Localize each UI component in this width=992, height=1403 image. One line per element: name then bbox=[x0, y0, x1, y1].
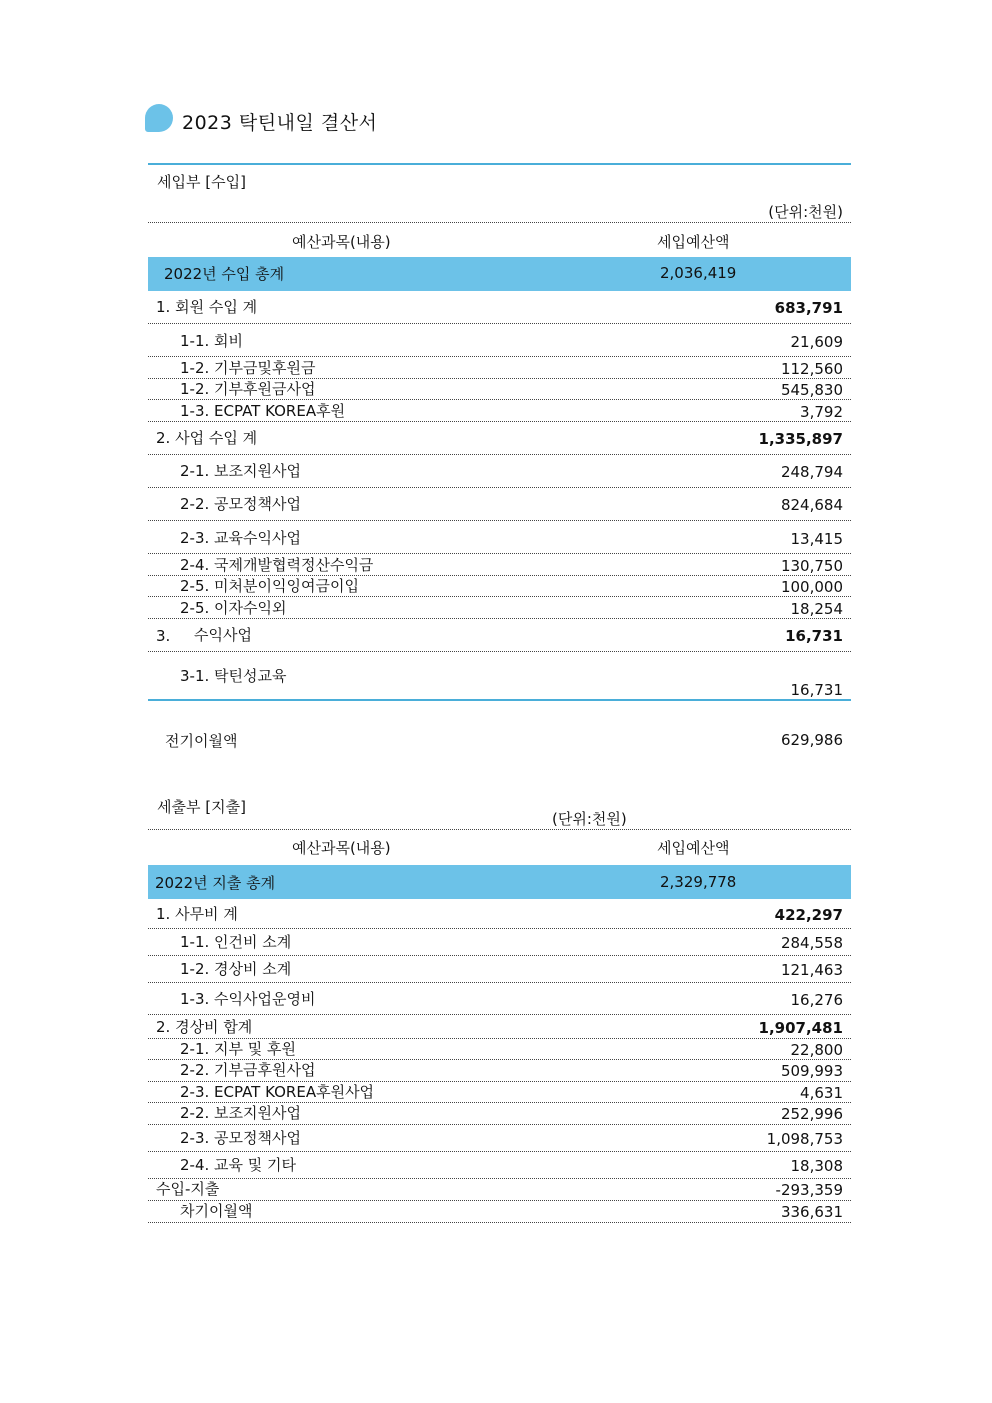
table-row bbox=[148, 1038, 851, 1060]
row-label: 2-2. 보조지원사업 bbox=[180, 1104, 301, 1122]
divider bbox=[148, 1014, 851, 1015]
row-value: 252,996 bbox=[780, 1105, 843, 1123]
row-value: 284,558 bbox=[780, 934, 843, 952]
row-label: 2-3. ECPAT KOREA후원사업 bbox=[180, 1083, 375, 1101]
divider bbox=[148, 421, 851, 422]
income-header-item: 예산과목(내용) bbox=[292, 233, 391, 251]
row-label: 2. 사업 수입 계 bbox=[156, 429, 258, 447]
income-section-title: 세입부 [수입] bbox=[157, 173, 246, 191]
expense-unit: (단위:천원) bbox=[552, 810, 627, 828]
table-row bbox=[148, 493, 851, 515]
table-row bbox=[148, 527, 851, 549]
row-value: 422,297 bbox=[774, 906, 843, 924]
divider bbox=[148, 163, 851, 165]
divider bbox=[148, 487, 851, 488]
carryover-label: 전기이월액 bbox=[165, 732, 238, 750]
table-row bbox=[148, 460, 851, 482]
row-value: 824,684 bbox=[780, 496, 843, 514]
income-header-amount: 세입예산액 bbox=[657, 233, 730, 251]
divider bbox=[148, 955, 851, 956]
table-row bbox=[148, 400, 851, 422]
row-label: 차기이월액 bbox=[180, 1202, 253, 1220]
table-row bbox=[148, 597, 851, 619]
expense-total-label: 2022년 지출 총계 bbox=[155, 874, 276, 892]
expense-header-item: 예산과목(내용) bbox=[292, 839, 391, 857]
row-label: 3. bbox=[156, 627, 171, 645]
table-row bbox=[148, 1059, 851, 1081]
table-row-value bbox=[148, 678, 851, 700]
row-label: 2-2. 기부금후원사업 bbox=[180, 1061, 316, 1079]
divider bbox=[148, 323, 851, 324]
row-value: 100,000 bbox=[780, 578, 843, 596]
row-label: 1-1. 인건비 소계 bbox=[180, 933, 292, 951]
divider bbox=[148, 454, 851, 455]
table-row bbox=[148, 931, 851, 953]
row-label: 2. 경상비 합계 bbox=[156, 1018, 253, 1036]
row-label: 1. 회원 수입 계 bbox=[156, 298, 258, 316]
row-label: 2-3. 교육수익사업 bbox=[180, 529, 301, 547]
table-row bbox=[148, 357, 851, 379]
row-value: 4,631 bbox=[800, 1084, 843, 1102]
row-label: 1-1. 회비 bbox=[180, 332, 244, 350]
divider bbox=[148, 618, 851, 619]
row-value: 1,098,753 bbox=[766, 1130, 843, 1148]
row-label: 수입-지출 bbox=[156, 1180, 220, 1198]
row-label: 1-2. 기부후원금사업 bbox=[180, 380, 316, 398]
row-label: 2-1. 지부 및 후원 bbox=[180, 1040, 297, 1058]
row-value: 16,731 bbox=[785, 627, 843, 645]
table-row bbox=[148, 1178, 851, 1200]
table-row bbox=[148, 1102, 851, 1124]
divider bbox=[148, 520, 851, 521]
expense-section-title: 세출부 [지출] bbox=[157, 798, 246, 816]
row-label: 3-1. 탁틴성교육 bbox=[180, 667, 287, 685]
expense-total-value: 2,329,778 bbox=[660, 873, 737, 891]
table-row bbox=[148, 296, 851, 318]
table-row bbox=[148, 1081, 851, 1103]
divider bbox=[148, 928, 851, 929]
table-row bbox=[148, 1127, 851, 1149]
table-row bbox=[148, 554, 851, 576]
row-value: 112,560 bbox=[780, 360, 843, 378]
row-value: 3,792 bbox=[800, 403, 843, 421]
row-value: 248,794 bbox=[780, 463, 843, 481]
divider bbox=[148, 1124, 851, 1125]
row-label: 2-4. 교육 및 기타 bbox=[180, 1156, 297, 1174]
table-row bbox=[148, 427, 851, 449]
table-row bbox=[148, 624, 851, 646]
document-title: 2023 탁틴내일 결산서 bbox=[182, 112, 378, 134]
row-value: 1,335,897 bbox=[758, 430, 843, 448]
table-row bbox=[148, 903, 851, 925]
row-value: 545,830 bbox=[780, 381, 843, 399]
table-row bbox=[148, 988, 851, 1010]
row-value: 13,415 bbox=[790, 530, 843, 548]
divider bbox=[148, 699, 851, 701]
row-value: 16,276 bbox=[790, 991, 843, 1009]
row-label: 2-5. 이자수익외 bbox=[180, 599, 287, 617]
row-value: 21,609 bbox=[790, 333, 843, 351]
row-value: 16,731 bbox=[790, 681, 843, 699]
row-value: -293,359 bbox=[775, 1181, 843, 1199]
row-label: 1-2. 경상비 소계 bbox=[180, 960, 292, 978]
carryover-value: 629,986 bbox=[780, 731, 843, 749]
divider bbox=[148, 982, 851, 983]
row-value: 18,254 bbox=[790, 600, 843, 618]
table-row bbox=[148, 958, 851, 980]
table-row bbox=[148, 575, 851, 597]
income-total-value: 2,036,419 bbox=[660, 264, 737, 282]
row-label: 1. 사무비 계 bbox=[156, 905, 238, 923]
title-bullet-icon bbox=[145, 104, 173, 132]
row-label: 2-4. 국제개발협력정산수익금 bbox=[180, 556, 374, 574]
income-total-band bbox=[148, 257, 851, 291]
row-value: 130,750 bbox=[780, 557, 843, 575]
row-label: 1-3. ECPAT KOREA후원 bbox=[180, 402, 346, 420]
divider bbox=[148, 222, 851, 223]
row-value: 121,463 bbox=[780, 961, 843, 979]
table-row bbox=[148, 1154, 851, 1176]
income-unit: (단위:천원) bbox=[768, 203, 843, 221]
row-value: 509,993 bbox=[780, 1062, 843, 1080]
expense-header-amount: 세입예산액 bbox=[657, 839, 730, 857]
row-label: 1-3. 수익사업운영비 bbox=[180, 990, 316, 1008]
income-total-label: 2022년 수입 총계 bbox=[164, 265, 285, 283]
row-label-secondary: 수익사업 bbox=[194, 626, 252, 644]
table-row bbox=[148, 330, 851, 352]
divider bbox=[148, 829, 851, 830]
table-row bbox=[148, 1200, 851, 1222]
row-label: 2-3. 공모정책사업 bbox=[180, 1129, 301, 1147]
row-label: 2-5. 미처분이익잉여금이입 bbox=[180, 577, 359, 595]
divider bbox=[148, 1222, 851, 1223]
divider bbox=[148, 651, 851, 652]
divider bbox=[148, 1151, 851, 1152]
row-label: 2-1. 보조지원사업 bbox=[180, 462, 301, 480]
row-label: 2-2. 공모정책사업 bbox=[180, 495, 301, 513]
row-value: 18,308 bbox=[790, 1157, 843, 1175]
row-value: 683,791 bbox=[774, 299, 843, 317]
expense-total-band bbox=[148, 865, 851, 899]
table-row bbox=[148, 378, 851, 400]
row-value: 22,800 bbox=[790, 1041, 843, 1059]
row-label: 1-2. 기부금및후원금 bbox=[180, 359, 316, 377]
row-value: 336,631 bbox=[780, 1203, 843, 1221]
row-value: 1,907,481 bbox=[758, 1019, 843, 1037]
table-row bbox=[148, 1016, 851, 1038]
